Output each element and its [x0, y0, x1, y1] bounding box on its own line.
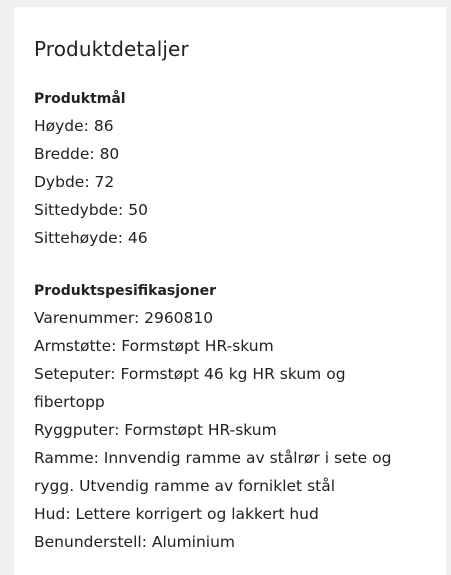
product-details-panel — [14, 7, 446, 575]
spec-item-number: Varenummer: 2960810 — [34, 309, 214, 327]
dimension-depth: Dybde: 72 — [34, 173, 115, 191]
panel-title: Produktdetaljer — [34, 37, 189, 61]
dimension-seat-depth: Sittedybde: 50 — [34, 201, 148, 219]
dimensions-section — [34, 88, 436, 252]
specifications-heading: Produktspesifikasjoner — [34, 283, 217, 299]
dimension-seat-height: Sittehøyde: 46 — [34, 229, 148, 247]
dimensions-heading: Produktmål — [34, 91, 126, 107]
dimension-width: Bredde: 80 — [34, 145, 120, 163]
specifications-section — [34, 280, 436, 556]
spec-back-cushions: Ryggputer: Formstøpt HR-skum — [34, 421, 277, 439]
spec-leather: Hud: Lettere korrigert og lakkert hud — [34, 505, 319, 523]
spec-seat-cushions: Seteputer: Formstøpt 46 kg HR skum og — [34, 365, 346, 383]
dimension-height: Høyde: 86 — [34, 117, 114, 135]
spec-frame: Ramme: Innvendig ramme av stålrør i sete og — [34, 449, 392, 467]
spec-base: Benunderstell: Aluminium — [34, 533, 236, 551]
spec-frame-continued: rygg. Utvendig ramme av forniklet stål — [34, 477, 336, 495]
spec-seat-cushions-continued: fibertopp — [34, 393, 105, 411]
spec-armrest: Armstøtte: Formstøpt HR-skum — [34, 337, 274, 355]
